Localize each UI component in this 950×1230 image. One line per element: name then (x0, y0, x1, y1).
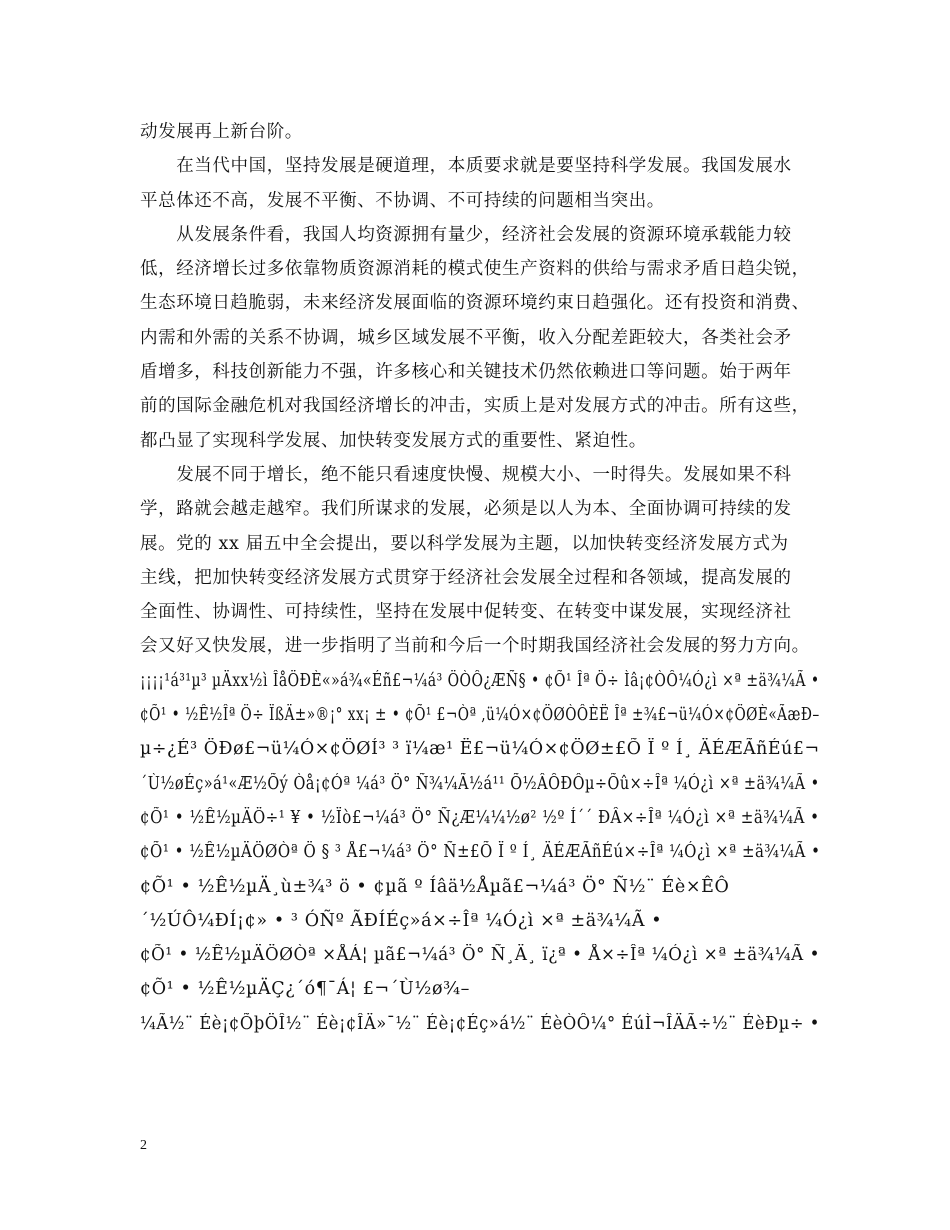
text-line: 低，经济增长过多依靠物质资源消耗的模式使生产资料的供给与需求矛盾日趋尖锐， (140, 259, 810, 280)
garbled-text-line: ¢Õ¹ • ½Ê½µÄÖØÒª Ö § ³ Å£¬¼á³ Ö° Ñ±£Õ Ï º Í¸ ÄÉÆÃñÉú×÷Îª ¼Ó¿ì ×ª ±ä¾¼Ã • (140, 842, 821, 863)
page-number: 2 (140, 1138, 147, 1153)
text-line: 展。党的 xx 届五中全会提出，要以科学发展为主题，以加快转变经济发展方式为 (140, 533, 789, 554)
text-line: 主线，把加快转变经济发展方式贯穿于经济社会发展全过程和各领域，提高发展的 (140, 567, 792, 588)
text-line: 从发展条件看，我国人均资源拥有量少，经济社会发展的资源环境承载能力较 (140, 224, 792, 245)
garbled-text-line: ¢Õ¹ • ½Ê½µÄÖØÒª ×ÅÁ¦ µã£¬¼á³ Ö° Ñ¸Ä¸ ï¿ª • Å×÷Îª ¼Ó¿ì ×ª ±ä¾¼Ã • (140, 945, 821, 966)
text-line: 全面性、协调性、可持续性，坚持在发展中促转变、在转变中谋发展，实现经济社 (140, 602, 792, 623)
document-body (140, 115, 820, 1041)
garbled-text-line: ¢Õ¹ • ½Ê½µÄÖ÷¹ ¥ • ½Ïò£¬¼á³ Ö° Ñ¿Æ¼¼½ø² ½º Í´´ ÐÂ×÷Îª ¼Ó¿ì ×ª ±ä¾¼Ã • (140, 807, 820, 828)
text-line: 动发展再上新台阶。 (140, 122, 303, 142)
text-line: 学，路就会越走越窄。我们所谋求的发展，必须是以人为本、全面协调可持续的发 (140, 499, 792, 520)
garbled-text-line: ´½ÚÔ¼ÐÍ¡¢» • ³ ÓÑº ÃÐÍÉç»á×÷Îª ¼Ó¿ì ×ª ±ä¾¼Ã • (140, 910, 663, 931)
garbled-text-line: µ÷¿É³ ÖÐø£¬ü¼Ó×¢ÖØÍ³ ³ ï¼æ¹ Ë£¬ü¼Ó×¢ÖØ±£Õ Ï º Í¸ ÄÉÆÃñÉú£¬ (140, 739, 820, 760)
garbled-text-line: ¢Õ¹ • ½Ê½µÄ¸ù±¾³ ö • ¢µã º Íâä½Åµã£¬¼á³ Ö° Ñ½¨ Éè×ÊÔ (140, 876, 730, 897)
text-line: 都凸显了实现科学发展、加快转变发展方式的重要性、紧迫性。 (140, 430, 647, 451)
text-line: 内需和外需的关系不协调，城乡区域发展不平衡，收入分配差距较大，各类社会矛 (140, 327, 792, 348)
garbled-text-line: ´Ù½øÉç»á¹«Æ½Õý Òå¡¢Óª ¼á³ Ö° Ñ¾¼Ã½á¹¹ Õ½ÂÔÐÔµ÷Õû×÷Îª ¼Ó¿ì ×ª ±ä¾¼Ã • (140, 773, 820, 794)
text-line: 发展不同于增长，绝不能只看速度快慢、规模大小、一时得失。发展如果不科 (140, 464, 792, 485)
garbled-text-line: ¢Õ¹ • ½Ê½Îª Ö÷ ÏßÄ±»®¡° xx¡ ± • ¢Õ¹ £¬Òª ,ü¼Ó×¢ÖØÒÔÈË Îª ±¾£¬ü¼Ó×¢ÖØÈ«ÃæÐ– (140, 705, 820, 726)
text-line: 盾增多，科技创新能力不强，许多核心和关键技术仍然依赖进口等问题。始于两年 (140, 362, 792, 383)
garbled-text-line: ¼Ã½¨ Éè¡¢ÕþÖÎ½¨ Éè¡¢ÎÄ»¯½¨ Éè¡¢Éç»á½¨ ÉèÒÔ¼° ÉúÌ¬ÎÄÃ÷½¨ ÉèÐµ÷ • (140, 1013, 820, 1034)
text-line: 前的国际金融危机对我国经济增长的冲击，实质上是对发展方式的冲击。所有这些， (140, 396, 810, 417)
text-line: 在当代中国，坚持发展是硬道理，本质要求就是要坚持科学发展。我国发展水 (140, 156, 792, 177)
text-line: 生态环境日趋脆弱，未来经济发展面临的资源环境约束日趋强化。还有投资和消费、 (140, 293, 810, 314)
garbled-text-line: ¢Õ¹ • ½Ê½µÄÇ¿´ó¶¯Á¦ £¬´Ù½ø¾– (140, 979, 470, 1000)
text-line: 平总体还不高，发展不平衡、不协调、不可持续的问题相当突出。 (140, 190, 665, 211)
text-line: 会又好又快发展，进一步指明了当前和今后一个时期我国经济社会发展的努力方向。 (140, 636, 810, 657)
garbled-text-line: ¡¡¡¡¹á³¹µ³ µÄxx½ì ÎåÖÐÈ«»á¾«Éñ£¬¼á³ ÖÒÔ¿ÆÑ§ • ¢Õ¹ Îª Ö÷ Ìâ¡¢ÒÔ¼Ó¿ì ×ª ±ä¾¼Ã • (140, 670, 820, 691)
